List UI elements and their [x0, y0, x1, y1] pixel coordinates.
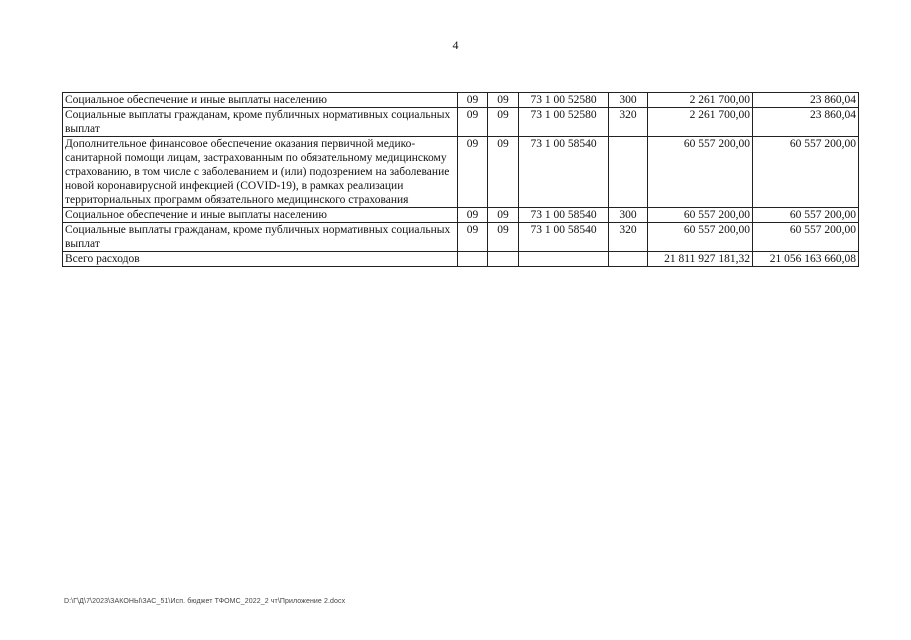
subsection-code-cell: 09	[488, 208, 519, 223]
budget-expenditure-table	[62, 92, 859, 267]
target-article-cell: 73 1 00 58540	[519, 208, 609, 223]
approved-amount-cell: 60 557 200,00	[648, 208, 753, 223]
executed-amount-cell: 23 860,04	[753, 93, 859, 108]
subsection-code-cell: 09	[488, 93, 519, 108]
section-code-cell: 09	[458, 137, 488, 208]
approved-amount-cell: 60 557 200,00	[648, 137, 753, 208]
expense-type-cell: 300	[609, 208, 648, 223]
total-row	[63, 252, 859, 267]
section-code-cell: 09	[458, 108, 488, 137]
total-label-cell: Всего расходов	[63, 252, 458, 267]
target-article-cell: 73 1 00 58540	[519, 223, 609, 252]
total-approved-cell: 21 811 927 181,32	[648, 252, 753, 267]
target-article-cell: 73 1 00 52580	[519, 108, 609, 137]
executed-amount-cell: 60 557 200,00	[753, 208, 859, 223]
executed-amount-cell: 60 557 200,00	[753, 137, 859, 208]
subsection-code-cell: 09	[488, 223, 519, 252]
expense-type-cell: 300	[609, 93, 648, 108]
row-name-cell: Социальное обеспечение и иные выплаты населению	[63, 93, 458, 108]
target-article-cell: 73 1 00 58540	[519, 137, 609, 208]
target-article-cell	[519, 252, 609, 267]
executed-amount-cell: 60 557 200,00	[753, 223, 859, 252]
expense-type-cell: 320	[609, 223, 648, 252]
approved-amount-cell: 2 261 700,00	[648, 108, 753, 137]
expense-type-cell	[609, 137, 648, 208]
subsection-code-cell	[488, 252, 519, 267]
target-article-cell: 73 1 00 52580	[519, 93, 609, 108]
section-code-cell: 09	[458, 223, 488, 252]
section-code-cell: 09	[458, 93, 488, 108]
row-name-cell: Социальные выплаты гражданам, кроме публичных нормативных социальных выплат	[63, 223, 458, 252]
subsection-code-cell: 09	[488, 137, 519, 208]
expense-type-cell: 320	[609, 108, 648, 137]
approved-amount-cell: 60 557 200,00	[648, 223, 753, 252]
row-name-cell: Социальное обеспечение и иные выплаты населению	[63, 208, 458, 223]
file-path-footer: D:\Г\Д\7\2023\ЗАКОНЫ\ЗАС_51\Исп. бюджет ТФОМС_2022_2 чт\Приложение 2.docx	[64, 598, 346, 605]
table-row	[63, 223, 859, 252]
table-row	[63, 137, 859, 208]
executed-amount-cell: 23 860,04	[753, 108, 859, 137]
table-row	[63, 108, 859, 137]
page-number: 4	[452, 38, 459, 52]
table-row	[63, 208, 859, 223]
total-executed-cell: 21 056 163 660,08	[753, 252, 859, 267]
subsection-code-cell: 09	[488, 108, 519, 137]
section-code-cell	[458, 252, 488, 267]
expense-type-cell	[609, 252, 648, 267]
approved-amount-cell: 2 261 700,00	[648, 93, 753, 108]
section-code-cell: 09	[458, 208, 488, 223]
row-name-cell: Социальные выплаты гражданам, кроме публичных нормативных социальных выплат	[63, 108, 458, 137]
table-row	[63, 93, 859, 108]
row-name-cell: Дополнительное финансовое обеспечение оказания первичной медико-санитарной помощи лицам, застрахованным по обязательному медицинскому страхованию, в том числе с заболеванием и (или) подозрением на заболевание новой коронавирусной инфекцией (COVID-19), в рамках реализации территориальных программ обязательного медицинского страхования	[63, 137, 458, 208]
